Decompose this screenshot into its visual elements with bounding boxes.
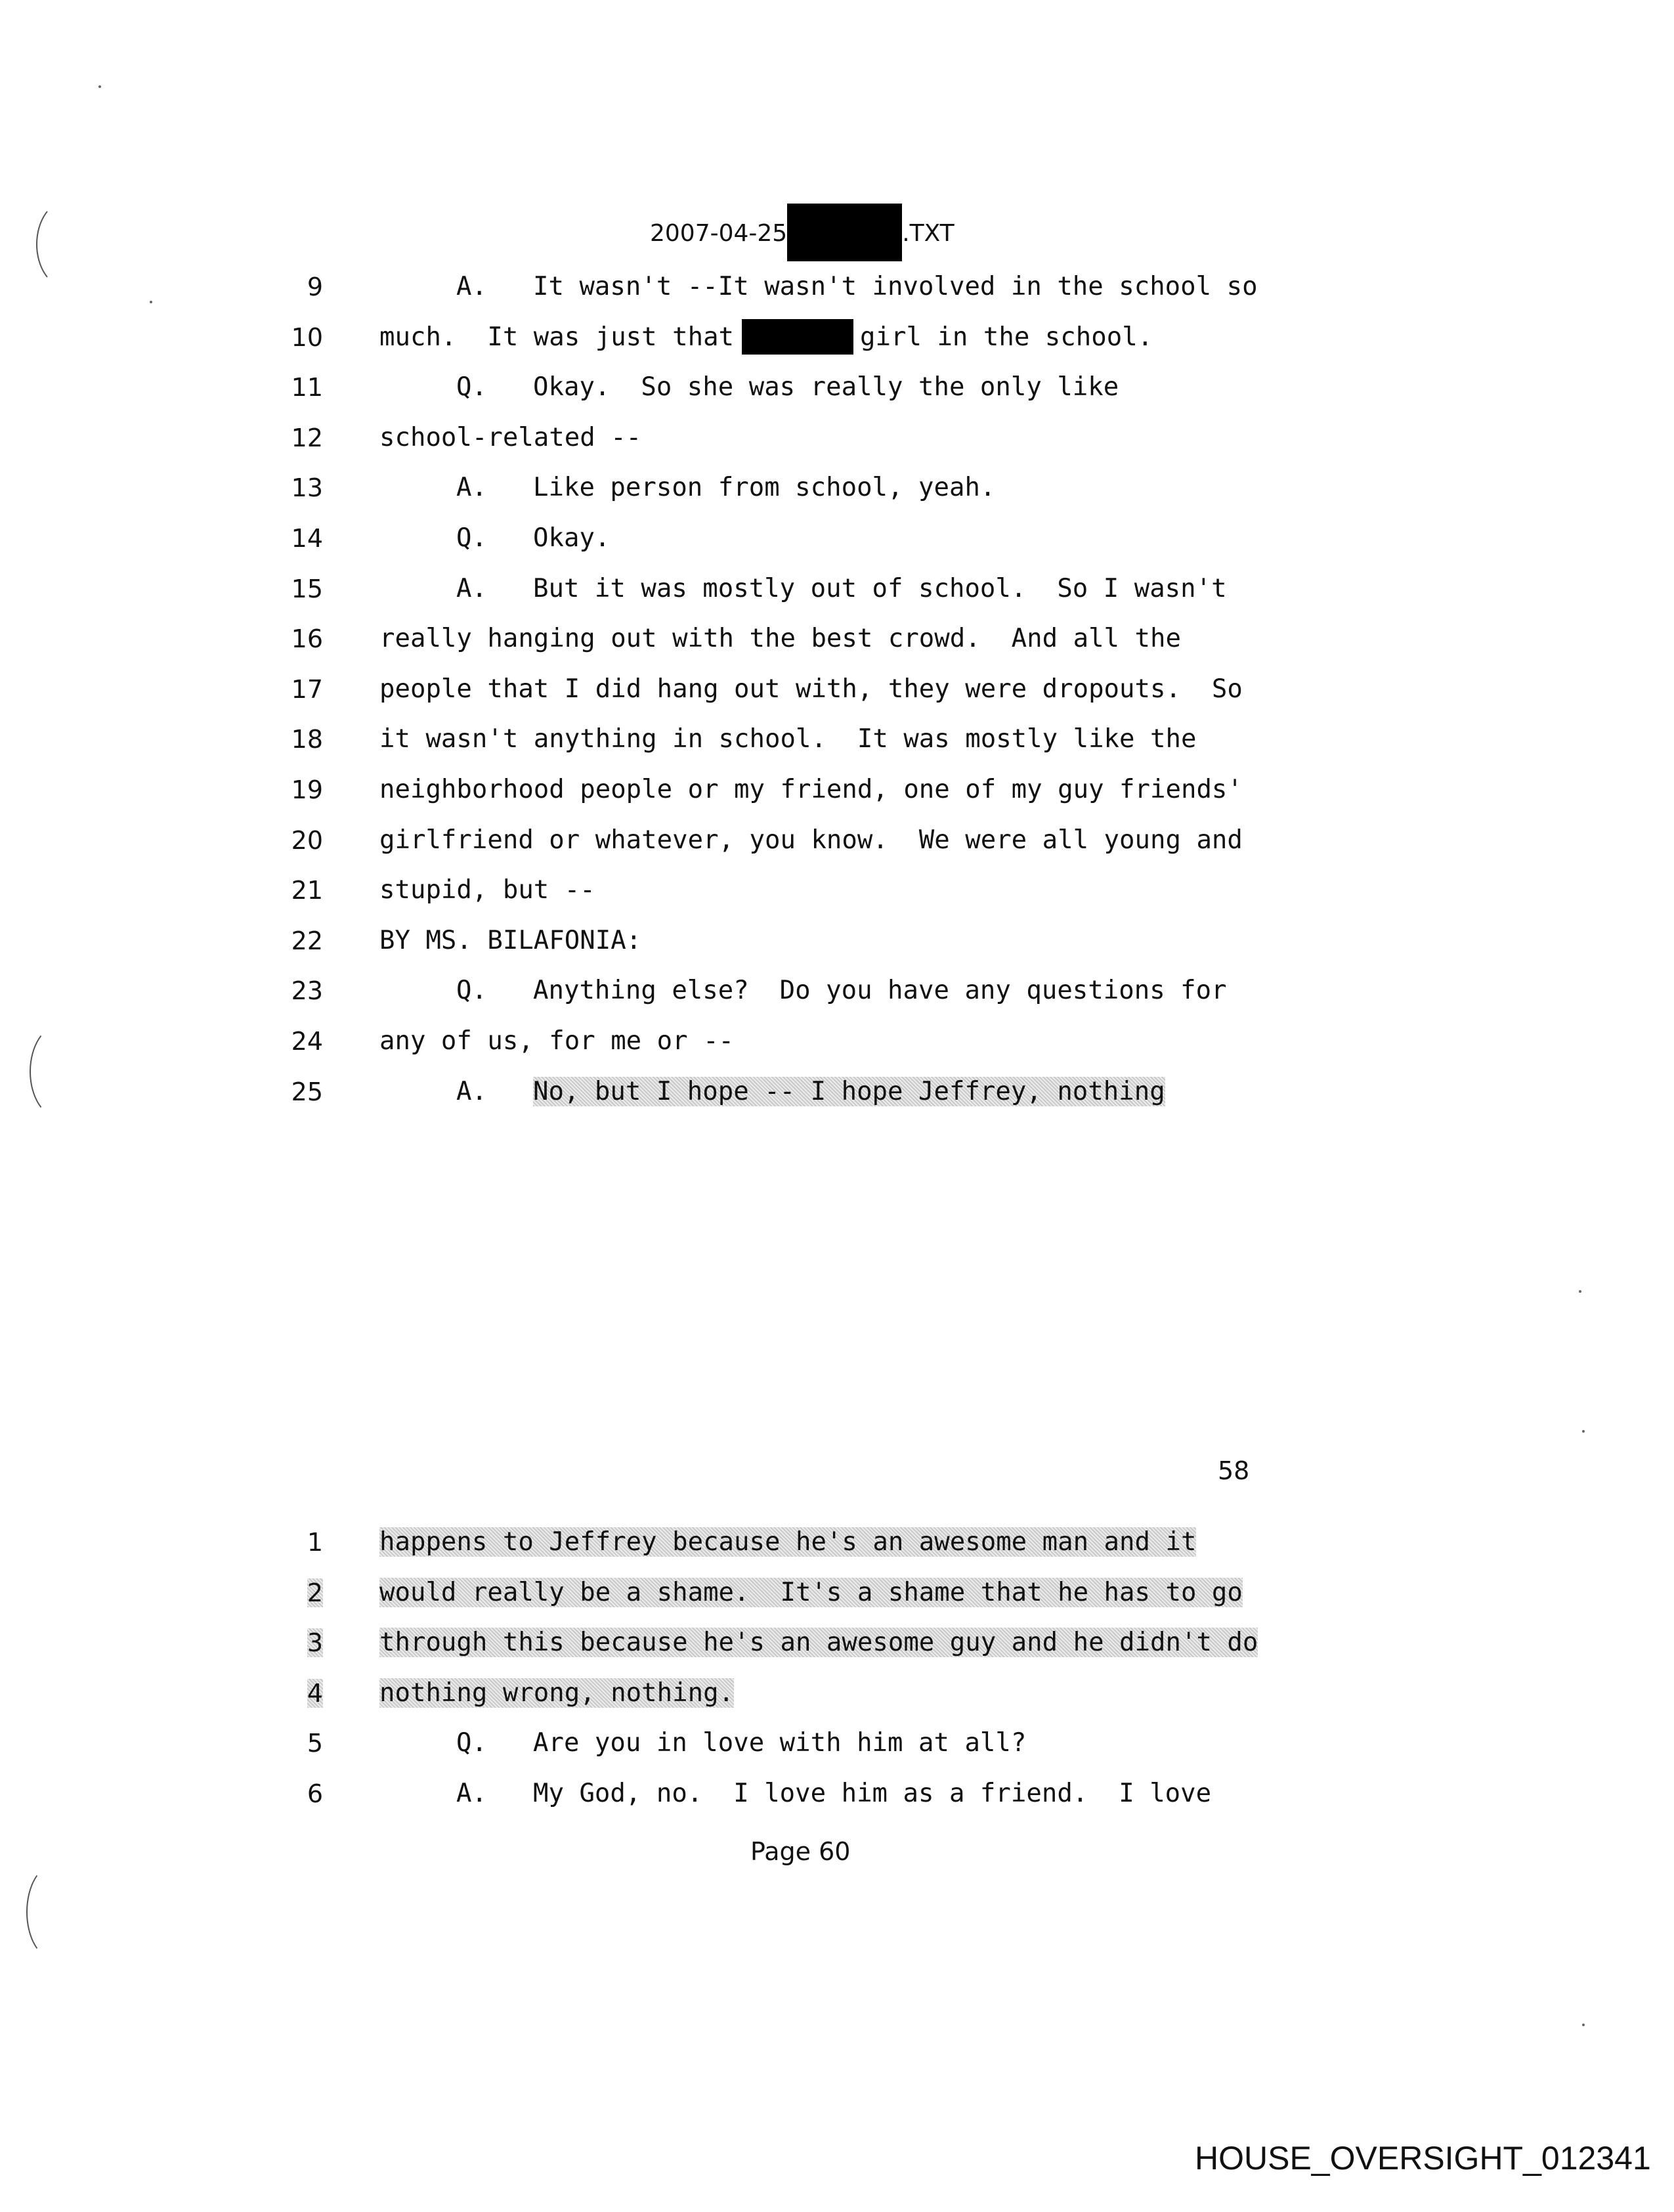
line-segment: No, but I hope -- I hope Jeffrey, nothing — [533, 1076, 1165, 1106]
line-number: 9 — [307, 272, 323, 301]
speaker-label: Q. — [456, 1728, 487, 1758]
line-segment: would really be a shame. It's a shame that he has to go — [379, 1577, 1243, 1607]
line-number: 4 — [307, 1678, 323, 1708]
document-header — [650, 215, 955, 261]
transcript-line — [0, 1574, 1674, 1612]
line-text — [379, 771, 1243, 809]
transcript-line — [0, 1523, 1674, 1561]
transcript-line — [0, 972, 1674, 1010]
line-number: 1 — [307, 1528, 323, 1557]
transcript-line — [0, 821, 1674, 859]
line-number: 6 — [307, 1779, 323, 1808]
line-segment: any of us, for me or -- — [379, 1026, 735, 1056]
line-segment: It wasn't --It wasn't involved in the school so — [533, 272, 1258, 301]
line-text — [456, 1724, 1026, 1762]
line-segment: happens to Jeffrey because he's an awesome man and it — [379, 1527, 1197, 1557]
speaker-label: Q. — [456, 976, 487, 1006]
line-text — [379, 922, 641, 960]
transcript-line — [0, 1724, 1674, 1762]
transcript-line — [0, 720, 1674, 758]
line-segment: BY MS. BILAFONIA: — [379, 925, 642, 955]
punch-hole-mark — [26, 1865, 81, 1959]
transcript-line — [0, 1775, 1674, 1813]
line-segment: school-related -- — [379, 422, 642, 452]
transcript-line — [0, 469, 1674, 507]
line-number: 3 — [307, 1628, 323, 1658]
line-segment: stupid, but -- — [379, 875, 595, 905]
line-text — [379, 1523, 1196, 1561]
line-segment: Okay. So she was really the only like — [533, 372, 1119, 402]
redaction-box — [742, 319, 853, 355]
scan-speck — [150, 301, 152, 303]
line-text — [456, 1775, 1211, 1813]
line-text — [379, 1574, 1243, 1612]
line-text — [379, 318, 1153, 357]
speaker-label: A. — [456, 573, 487, 603]
line-text — [456, 368, 1119, 406]
scan-speck — [1582, 1430, 1585, 1433]
speaker-label: A. — [456, 473, 487, 503]
line-number: 14 — [291, 524, 323, 553]
line-number: 2 — [307, 1578, 323, 1607]
line-segment: it wasn't anything in school. It was mostly like the — [379, 724, 1197, 754]
line-number: 5 — [307, 1729, 323, 1758]
page-number: 58 — [1218, 1456, 1250, 1485]
line-text — [456, 519, 610, 557]
line-number: 19 — [291, 775, 323, 804]
line-text — [379, 1624, 1258, 1662]
line-segment: Anything else? Do you have any questions for — [533, 976, 1227, 1006]
line-text — [379, 419, 641, 457]
redaction-box — [787, 204, 902, 261]
line-segment: girl in the school. — [860, 322, 1153, 352]
speaker-label: A. — [456, 1779, 487, 1808]
transcript-line — [0, 318, 1674, 357]
line-text — [379, 821, 1243, 859]
header-extension: .TXT — [902, 220, 955, 247]
line-number: 11 — [291, 373, 323, 402]
line-text — [379, 871, 595, 909]
transcript-line — [0, 1073, 1674, 1111]
line-text — [456, 469, 995, 507]
line-number: 16 — [291, 624, 323, 654]
line-number: 15 — [291, 574, 323, 603]
line-number: 10 — [291, 322, 323, 352]
transcript-line — [0, 1022, 1674, 1060]
line-number: 23 — [291, 976, 323, 1006]
line-segment: nothing wrong, nothing. — [379, 1678, 735, 1708]
scan-speck — [1582, 2024, 1585, 2026]
speaker-label: A. — [456, 1076, 487, 1106]
punch-hole-mark — [30, 1024, 91, 1119]
line-segment: Okay. — [533, 523, 611, 553]
speaker-label: Q. — [456, 523, 487, 553]
punch-hole-mark — [36, 200, 98, 288]
line-segment: through this because he's an awesome guy and he didn't do — [379, 1628, 1258, 1658]
scan-speck — [1579, 1290, 1581, 1293]
line-segment: But it was mostly out of school. So I wasn't — [533, 573, 1227, 603]
line-text — [456, 268, 1258, 306]
transcript-line — [0, 670, 1674, 708]
bates-number: HOUSE_OVERSIGHT_012341 — [1195, 2140, 1651, 2177]
transcript-line — [0, 368, 1674, 406]
scan-speck — [98, 85, 101, 88]
header-date: 2007-04-25 — [650, 220, 788, 247]
line-text — [379, 1022, 734, 1060]
line-segment: much. It was just that — [379, 322, 735, 352]
line-number: 22 — [291, 926, 323, 955]
line-number: 21 — [291, 876, 323, 905]
speaker-label: A. — [456, 272, 487, 301]
transcript-line — [0, 419, 1674, 457]
transcript-line — [0, 620, 1674, 658]
speaker-label: Q. — [456, 372, 487, 402]
transcript-line — [0, 1674, 1674, 1712]
line-text — [456, 570, 1227, 608]
line-number: 24 — [291, 1027, 323, 1056]
line-number: 13 — [291, 473, 323, 503]
line-number: 18 — [291, 725, 323, 754]
transcript-line — [0, 1624, 1674, 1662]
line-text — [379, 720, 1196, 758]
line-segment: My God, no. I love him as a friend. I love — [533, 1779, 1212, 1808]
line-segment: really hanging out with the best crowd. And all the — [379, 624, 1181, 654]
line-number: 20 — [291, 825, 323, 855]
line-segment: Are you in love with him at all? — [533, 1728, 1027, 1758]
line-number: 17 — [291, 674, 323, 704]
transcript-line — [0, 922, 1674, 960]
line-text — [379, 670, 1243, 708]
transcript-line — [0, 771, 1674, 809]
line-text — [379, 1674, 734, 1712]
line-segment: neighborhood people or my friend, one of my guy friends' — [379, 775, 1243, 804]
line-segment: people that I did hang out with, they were dropouts. So — [379, 674, 1243, 704]
line-text — [379, 620, 1181, 658]
line-text — [456, 1073, 1165, 1111]
transcript-line — [0, 871, 1674, 909]
transcript-line — [0, 268, 1674, 306]
line-number: 12 — [291, 423, 323, 452]
transcript-line — [0, 519, 1674, 557]
line-segment: Like person from school, yeah. — [533, 473, 996, 503]
page-footer: Page 60 — [750, 1837, 851, 1866]
line-text — [456, 972, 1227, 1010]
line-number: 25 — [291, 1077, 323, 1106]
transcript-line — [0, 570, 1674, 608]
line-segment: girlfriend or whatever, you know. We were all young and — [379, 825, 1243, 855]
